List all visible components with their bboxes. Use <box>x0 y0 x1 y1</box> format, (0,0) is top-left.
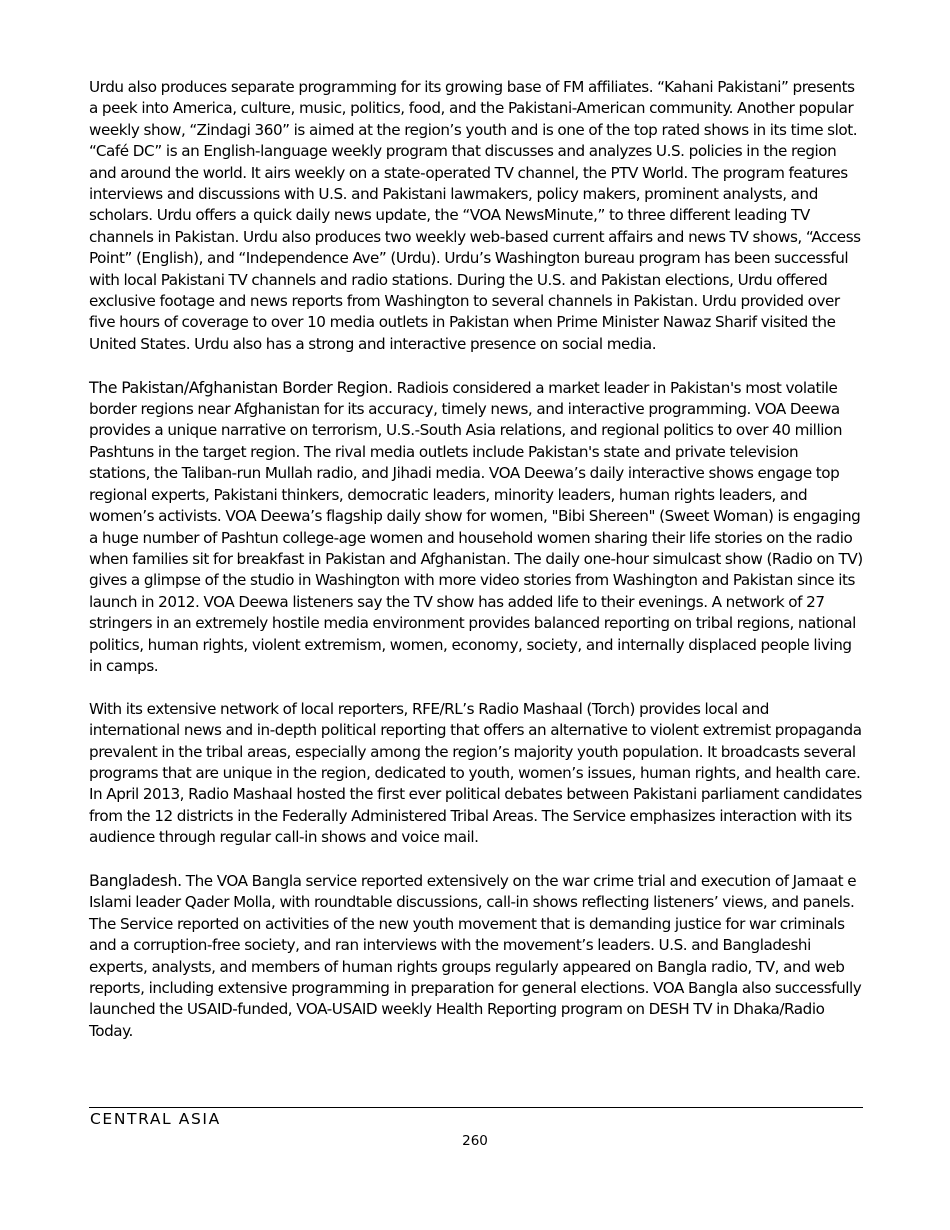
paragraph-text: Urdu also produces separate programming for its growing base of FM affiliates. “Kahani Pakistani” presents a peek into America, culture, music, politics, food, and the Pakistani-American community. Another popular weekly show, “Zindagi 360” is aimed at the region’s youth and is one of the top rated shows in its time slot. “Café DC” is an English-language weekly program that discusses and analyzes U.S. policies in the region and around the world. It airs weekly on a state-operated TV channel, the PTV World. The program features interviews and discussions with U.S. and Pakistani lawmakers, policy makers, prominent analysts, and scholars. Urdu offers a quick daily news update, the “VOA NewsMinute,” to three different leading TV channels in Pakistan. Urdu also produces two weekly web-based current affairs and news TV shows, “Access Point” (English), and “Independence Ave” (Urdu). Urdu’s Washington bureau program has been successful with local Pakistani TV channels and radio stations. During the U.S. and Pakistan elections, Urdu offered exclusive footage and news reports from Washington to several channels in Pakistan. Urdu provided over five hours of coverage to over 10 media outlets in Pakistan when Prime Minister Nawaz Sharif visited the United States. Urdu also has a strong and interactive presence on social media. <box>89 78 861 353</box>
paragraph-text: With its extensive network of local reporters, RFE/RL’s Radio Mashaal (Torch) provides local and international news and in-depth political reporting that offers an alternative to violent extremist propaganda prevalent in the tribal areas, especially among the region’s majority youth population. It broadcasts several programs that are unique in the region, dedicated to youth, women’s issues, human rights, and health care. In April 2013, Radio Mashaal hosted the first ever political debates between Pakistani parliament candidates from the 12 districts in the Federally Administered Tribal Areas. The Service emphasizes interaction with its audience through regular call-in shows and voice mail. <box>89 699 862 847</box>
footer-divider <box>89 1107 863 1108</box>
page-number: 260 <box>462 1133 488 1149</box>
paragraph-text: Radiois considered a market leader in Pakistan's most volatile border regions near Afghanistan for its accuracy, timely news, and interactive programming. VOA Deewa provides a unique narrative on terrorism, U.S.-South Asia relations, and regional politics to over 40 million Pashtuns in the target region. The rival media outlets include Pakistan's state and private television stations, the Taliban-run Mullah radio, and Jihadi media. VOA Deewa’s daily interactive shows engage top regional experts, Pakistani thinkers, democratic leaders, minority leaders, human rights leaders, and women’s activists. VOA Deewa’s flagship daily show for women, "Bibi Shereen" (Sweet Woman) is engaging a huge number of Pashtun college-age women and household women sharing their life stories on the radio when families sit for breakfast in Pakistan and Afghanistan. The daily one-hour simulcast show (Radio on TV) gives a glimpse of the studio in Washington with more video stories from Washington and Pakistan since its launch in 2012. VOA Deewa listeners say the TV show has added life to their evenings. A network of 27 stringers in an extremely hostile media environment provides balanced reporting on tribal regions, national politics, human rights, violent extremism, women, economy, society, and internally displaced people living in camps. <box>89 378 863 675</box>
paragraph-text: The VOA Bangla service reported extensively on the war crime trial and execution of Jamaat e Islami leader Qader Molla, with roundtable discussions, call-in shows reflecting listeners’ views, and panels. The Service reported on activities of the new youth movement that is demanding justice for war criminals and a corruption-free society, and ran interviews with the movement’s leaders. U.S. and Bangladeshi experts, analysts, and members of human rights groups regularly appeared on Bangla radio, TV, and web reports, including extensive programming in preparation for general elections. VOA Bangla also successfully launched the USAID-funded, VOA-USAID weekly Health Reporting program on DESH TV in Dhaka/Radio Today. <box>89 871 862 1040</box>
document-body <box>89 77 863 1042</box>
paragraph-pakistan-afghanistan-border <box>89 377 863 678</box>
paragraph-radio-mashaal <box>89 699 863 849</box>
paragraph-run-in-heading: Bangladesh. <box>89 870 182 890</box>
paragraph-bangladesh <box>89 870 863 1042</box>
paragraph-run-in-heading: The Pakistan/Afghanistan Border Region. <box>89 377 393 397</box>
paragraph-urdu-programming <box>89 77 863 355</box>
footer-section-title: CENTRAL ASIA <box>90 1110 221 1128</box>
